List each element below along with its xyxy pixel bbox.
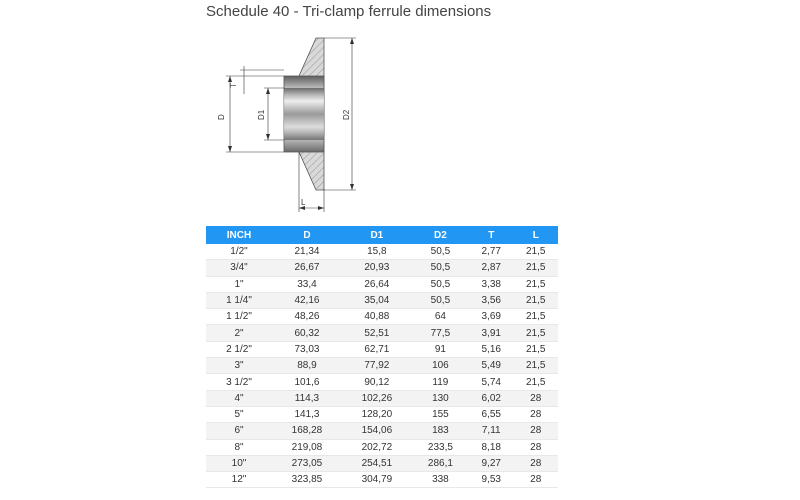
cell-d1: 128,20 bbox=[342, 406, 412, 422]
cell-d: 60,32 bbox=[272, 325, 342, 341]
cell-d1: 77,92 bbox=[342, 358, 412, 374]
table-row bbox=[206, 390, 558, 406]
cell-l: 28 bbox=[513, 390, 558, 406]
cell-t: 6,02 bbox=[469, 390, 513, 406]
cell-d2: 338 bbox=[412, 472, 469, 488]
cell-inch: 8" bbox=[206, 439, 272, 455]
cell-l: 21,5 bbox=[513, 260, 558, 276]
cell-d1: 254,51 bbox=[342, 455, 412, 471]
cell-d1: 154,06 bbox=[342, 423, 412, 439]
cell-t: 5,49 bbox=[469, 358, 513, 374]
cell-l: 21,5 bbox=[513, 341, 558, 357]
cell-d: 168,28 bbox=[272, 423, 342, 439]
cell-inch: 5" bbox=[206, 406, 272, 422]
cell-d: 73,03 bbox=[272, 341, 342, 357]
table-row bbox=[206, 276, 558, 292]
cell-d: 33,4 bbox=[272, 276, 342, 292]
cell-inch: 1" bbox=[206, 276, 272, 292]
table-row bbox=[206, 309, 558, 325]
cell-t: 9,53 bbox=[469, 472, 513, 488]
cell-l: 21,5 bbox=[513, 309, 558, 325]
cell-inch: 1 1/2" bbox=[206, 309, 272, 325]
cell-d2: 64 bbox=[412, 309, 469, 325]
cell-inch: 2" bbox=[206, 325, 272, 341]
cell-d1: 102,26 bbox=[342, 390, 412, 406]
dimensions-table bbox=[206, 226, 558, 488]
table-row bbox=[206, 406, 558, 422]
cell-l: 21,5 bbox=[513, 374, 558, 390]
col-header-inch: INCH bbox=[206, 226, 272, 244]
cell-inch: 3/4" bbox=[206, 260, 272, 276]
cell-t: 3,69 bbox=[469, 309, 513, 325]
cell-d2: 50,5 bbox=[412, 292, 469, 308]
cell-l: 28 bbox=[513, 439, 558, 455]
cell-inch: 12" bbox=[206, 472, 272, 488]
cell-d2: 233,5 bbox=[412, 439, 469, 455]
cell-t: 6,55 bbox=[469, 406, 513, 422]
label-t: T bbox=[229, 83, 238, 88]
cell-t: 3,91 bbox=[469, 325, 513, 341]
cell-l: 21,5 bbox=[513, 276, 558, 292]
cell-d1: 35,04 bbox=[342, 292, 412, 308]
cell-d: 42,16 bbox=[272, 292, 342, 308]
cell-d1: 62,71 bbox=[342, 341, 412, 357]
cell-d1: 202,72 bbox=[342, 439, 412, 455]
cell-inch: 1 1/4" bbox=[206, 292, 272, 308]
cell-l: 21,5 bbox=[513, 325, 558, 341]
cell-l: 28 bbox=[513, 455, 558, 471]
label-d2: D2 bbox=[342, 109, 351, 120]
cell-d: 101,6 bbox=[272, 374, 342, 390]
table-row bbox=[206, 423, 558, 439]
cell-t: 3,38 bbox=[469, 276, 513, 292]
ferrule-drawing bbox=[206, 30, 366, 215]
cell-t: 5,74 bbox=[469, 374, 513, 390]
cell-d: 21,34 bbox=[272, 244, 342, 260]
cell-inch: 4" bbox=[206, 390, 272, 406]
cell-d2: 77,5 bbox=[412, 325, 469, 341]
table-row bbox=[206, 244, 558, 260]
cell-d1: 26,64 bbox=[342, 276, 412, 292]
cell-t: 2,87 bbox=[469, 260, 513, 276]
cell-inch: 6" bbox=[206, 423, 272, 439]
cell-d: 273,05 bbox=[272, 455, 342, 471]
table-row bbox=[206, 374, 558, 390]
cell-l: 28 bbox=[513, 423, 558, 439]
col-header-d1: D1 bbox=[342, 226, 412, 244]
table-row bbox=[206, 325, 558, 341]
cell-d2: 50,5 bbox=[412, 260, 469, 276]
cell-d1: 20,93 bbox=[342, 260, 412, 276]
page-title: Schedule 40 - Tri-clamp ferrule dimensions bbox=[206, 3, 492, 20]
cell-d: 141,3 bbox=[272, 406, 342, 422]
table-row bbox=[206, 358, 558, 374]
col-header-l: L bbox=[513, 226, 558, 244]
ferrule-bore bbox=[284, 88, 324, 140]
label-d: D bbox=[217, 114, 226, 120]
cell-d1: 15,8 bbox=[342, 244, 412, 260]
cell-d1: 40,88 bbox=[342, 309, 412, 325]
cell-d1: 90,12 bbox=[342, 374, 412, 390]
cell-d2: 155 bbox=[412, 406, 469, 422]
cell-d1: 52,51 bbox=[342, 325, 412, 341]
col-header-d: D bbox=[272, 226, 342, 244]
cell-d2: 130 bbox=[412, 390, 469, 406]
cell-t: 7,11 bbox=[469, 423, 513, 439]
cell-l: 21,5 bbox=[513, 358, 558, 374]
label-d1: D1 bbox=[257, 109, 266, 120]
col-header-t: T bbox=[469, 226, 513, 244]
cell-l: 28 bbox=[513, 472, 558, 488]
col-header-d2: D2 bbox=[412, 226, 469, 244]
table-row bbox=[206, 292, 558, 308]
cell-l: 21,5 bbox=[513, 244, 558, 260]
cell-t: 9,27 bbox=[469, 455, 513, 471]
table-header-row bbox=[206, 226, 558, 244]
cell-inch: 10" bbox=[206, 455, 272, 471]
cell-d2: 286,1 bbox=[412, 455, 469, 471]
cell-d: 219,08 bbox=[272, 439, 342, 455]
cell-d2: 50,5 bbox=[412, 244, 469, 260]
dimensions-table-wrap bbox=[206, 226, 558, 488]
cell-d: 88,9 bbox=[272, 358, 342, 374]
cell-d2: 119 bbox=[412, 374, 469, 390]
cell-t: 3,56 bbox=[469, 292, 513, 308]
cell-d2: 91 bbox=[412, 341, 469, 357]
cell-d: 26,67 bbox=[272, 260, 342, 276]
cell-t: 2,77 bbox=[469, 244, 513, 260]
cell-d: 48,26 bbox=[272, 309, 342, 325]
cell-l: 28 bbox=[513, 406, 558, 422]
table-row bbox=[206, 260, 558, 276]
cell-d: 323,85 bbox=[272, 472, 342, 488]
cell-d2: 106 bbox=[412, 358, 469, 374]
cell-l: 21,5 bbox=[513, 292, 558, 308]
table-row bbox=[206, 341, 558, 357]
cell-inch: 3" bbox=[206, 358, 272, 374]
cell-t: 5,16 bbox=[469, 341, 513, 357]
cell-d2: 183 bbox=[412, 423, 469, 439]
cell-inch: 3 1/2" bbox=[206, 374, 272, 390]
cell-d2: 50,5 bbox=[412, 276, 469, 292]
cell-d: 114,3 bbox=[272, 390, 342, 406]
cell-t: 8,18 bbox=[469, 439, 513, 455]
label-l: L bbox=[301, 198, 306, 207]
table-row bbox=[206, 455, 558, 471]
cell-inch: 1/2" bbox=[206, 244, 272, 260]
table-row bbox=[206, 472, 558, 488]
cell-d1: 304,79 bbox=[342, 472, 412, 488]
table-row bbox=[206, 439, 558, 455]
cell-inch: 2 1/2" bbox=[206, 341, 272, 357]
